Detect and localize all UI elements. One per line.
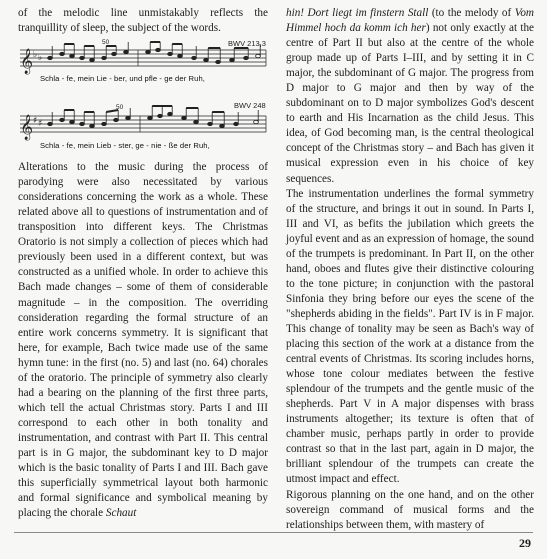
body-paragraph-right-1: hin! Dort liegt im finstern Stall (to the melody of Vom Himmel hoch da komm ich her) not only exactly at the centre of Part II but also at the centre of the whole group made up of Parts I–III, and by setting it in C major, the subdominant of G major. The progress from D major to G major and then by way of the subdominant on to D major symbolizes God's descent to earth and His Incarnation as the child Jesus. This idea, of God becoming man, is the central theological concept of the Christmas story – and Bach has given it musical expression even in his choice of key sequences.: [286, 7, 535, 185]
body-paragraph-left: Alterations to the music during the process of parodying were also necessitated by various considerations concerning the work as a whole. These related above all to questions of instrumentation and of transposition into different keys. The Christmas Oratorio is not simply a collection of pieces which had previously been used in a different context, but was constructed as a unified whole. In order to achieve this Bach made changes – some of them of considerable magnitude – in the composition. The overriding consideration regarding the formal structure of an entire work concerns symmetry. It is significant that here, for example, Bach twice made use of the same hymn tune: in the first (no. 5) and last (no. 64) chorales of the oratorio. The principle of symmetry also clearly had a bearing on the planning of the first three parts, which tell the actual Christmas story. Parts I and III correspond to each other in both tonality and instrumentation, and contrast with Part II. This central part is in G major, the subdominant key to D major which is the basic tonality of Parts I and III. Bach gave this superficially symmetrical layout both harmonic and formal significance and symbolical meaning by placing the chorale Schaut: [18, 161, 268, 520]
footer-rule: [14, 532, 533, 533]
treble-clef-icon: 𝄞: [20, 115, 34, 141]
page-number: 29: [519, 536, 531, 550]
italic-chorale-title: Schaut: [105, 507, 137, 520]
body-paragraph-right-3: Rigorous planning on the one hand, and on the other sovereign command of musical forms and the relationships between them, with mastery of: [286, 488, 534, 531]
right-column: [286, 6, 534, 533]
svg-text:♯: ♯: [38, 119, 43, 130]
italic-chorale-title: hin! Dort liegt im finstern Stall: [286, 7, 429, 19]
svg-text:♭: ♭: [33, 50, 38, 61]
music-example-1: [18, 36, 268, 96]
bwv-label: BWV 248: [234, 101, 266, 111]
body-paragraph-right-2: The instrumentation underlines the formal symmetry of the structure, and brings it out in sound. In Parts I, III and VI, as befits the jubilation which greets the joyful event and as an expression of homage, the sound of the trumpets is predominant. In Part II, on the other hand, oboes and flutes give their distinctive colouring to the tone picture; in conjunction with the pastoral Sinfonia they bring before our eyes the scene of the "shepherds abiding in the fields". Part IV is in F major. This change of tonality may be seen as Bach's way of placing this section of the work at a distance from the central events of Christmas. Its scoring includes horns, whose tone colour mediates between the festive splendour of the trumpets and the gentle music of the shepherds. Part V in A major dispenses with brass instruments altogether; its texture is often that of chamber music, perhaps partly in order to provide contrast so that in the last part, again in D major, the brilliant splendour of the trumpets can create the utmost impact and effect.: [286, 187, 534, 486]
bar-number: 50: [116, 104, 124, 112]
music-examples: [18, 36, 268, 160]
intro-paragraph: of the melodic line unmistakably reflects the tranquillity of sleep, the subject of the words.: [18, 7, 268, 35]
left-column: [18, 6, 268, 521]
italic-hymn-title: Vom Himmel hoch da komm ich her: [286, 7, 534, 35]
treble-clef-icon: 𝄞: [20, 49, 34, 75]
bar-number: 50: [102, 39, 110, 47]
lyrics-line: Schla - fe, mein Lieb - ster, ge - nie - ße der Ruh,: [40, 141, 210, 151]
svg-text:♯: ♯: [33, 116, 38, 127]
bwv-label: BWV 213,3: [228, 39, 266, 49]
music-example-2: [18, 96, 268, 160]
lyrics-line: Schla - fe, mein Lie - ber, und pfle - ge der Ruh,: [40, 74, 205, 84]
svg-text:♭: ♭: [38, 53, 43, 64]
